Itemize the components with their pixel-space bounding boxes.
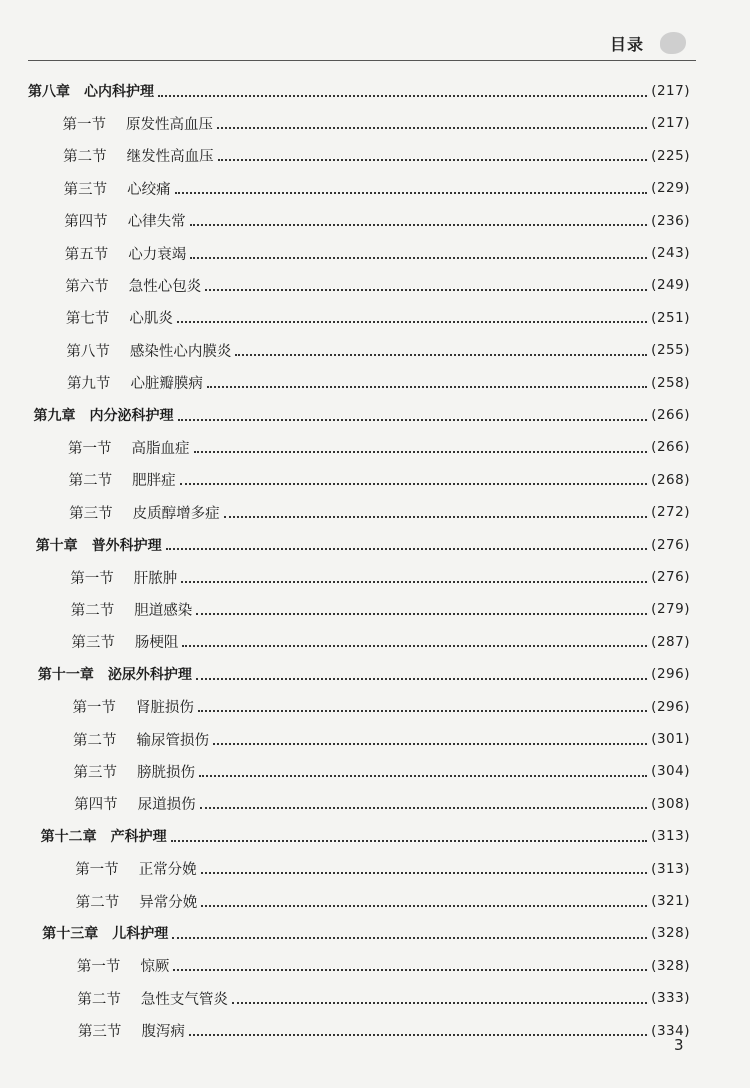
- page-ref: (255): [651, 342, 690, 359]
- page-ref: (276): [651, 536, 690, 553]
- section-title: 心脏瓣膜病: [130, 376, 203, 393]
- toc-section-entry: [78, 1019, 690, 1043]
- dot-leader: [235, 353, 647, 356]
- section-label: 第一节: [75, 862, 119, 879]
- dot-leader: [190, 256, 647, 259]
- dot-leader: [194, 450, 648, 453]
- section-title: 肝脓肿: [133, 570, 178, 587]
- page-number: 3: [674, 1036, 684, 1054]
- page-ref: (258): [651, 374, 690, 391]
- page-ref: (225): [651, 147, 690, 164]
- section-title: 腹泻病: [141, 1024, 185, 1041]
- chapter-title: 泌尿外科护理: [107, 667, 192, 684]
- toc-chapter-entry: [34, 403, 691, 427]
- page-ref: (308): [651, 795, 690, 812]
- toc-section-entry: [65, 273, 690, 297]
- toc-chapter-entry: [42, 921, 690, 945]
- dot-leader: [171, 839, 648, 842]
- section-title: 皮质醇增多症: [132, 505, 220, 522]
- toc-section-entry: [68, 435, 690, 459]
- section-label: 第一节: [68, 440, 112, 457]
- page-ref: (243): [651, 245, 690, 261]
- dot-leader: [182, 644, 647, 647]
- page-ref: (321): [651, 893, 690, 909]
- dot-leader: [198, 709, 647, 712]
- section-label: 第二节: [63, 149, 107, 166]
- section-label: 第二节: [68, 473, 113, 490]
- section-label: 第九节: [66, 376, 111, 393]
- dot-leader: [178, 418, 648, 421]
- toc-section-entry: [67, 371, 690, 395]
- page-ref: (217): [651, 115, 690, 132]
- toc-section-entry: [63, 144, 690, 168]
- header-divider: [28, 60, 696, 61]
- page-ref: (313): [651, 860, 690, 877]
- section-title: 输尿管损伤: [136, 732, 209, 749]
- dot-leader: [199, 774, 647, 777]
- section-title: 感染性心内膜炎: [129, 343, 232, 360]
- section-title: 肠梗阻: [134, 635, 179, 652]
- chapter-label: 第十三章: [42, 926, 99, 943]
- dot-leader: [201, 871, 647, 874]
- dot-leader: [217, 126, 647, 129]
- section-label: 第三节: [71, 635, 115, 652]
- section-title: 尿道损伤: [137, 797, 196, 814]
- section-label: 第三节: [69, 505, 113, 522]
- page-ref: (276): [651, 569, 690, 585]
- toc-section-entry: [70, 565, 690, 589]
- toc-section-entry: [66, 306, 690, 330]
- section-label: 第八节: [66, 343, 110, 360]
- section-title: 心律失常: [127, 214, 186, 231]
- toc-section-entry: [69, 500, 690, 524]
- section-title: 原发性高血压: [126, 116, 214, 133]
- page-ref: (287): [651, 633, 690, 650]
- toc-section-entry: [64, 176, 690, 200]
- section-label: 第三节: [63, 181, 108, 198]
- section-title: 胆道感染: [134, 602, 193, 619]
- page-ref: (279): [651, 601, 690, 618]
- section-title: 肥胖症: [132, 473, 176, 490]
- section-title: 继发性高血压: [126, 149, 214, 166]
- section-title: 惊厥: [140, 959, 170, 976]
- dot-leader: [181, 580, 647, 583]
- page-ref: (217): [651, 83, 690, 99]
- page-ref: (304): [651, 763, 690, 780]
- toc-section-entry: [74, 792, 690, 816]
- section-label: 第二节: [77, 991, 121, 1008]
- dot-leader: [200, 806, 648, 809]
- dot-leader: [213, 742, 647, 745]
- toc-chapter-entry: [28, 79, 690, 103]
- chapter-label: 第十章: [35, 537, 78, 554]
- section-label: 第一节: [70, 570, 114, 587]
- dot-leader: [201, 904, 647, 907]
- section-title: 膀胱损伤: [137, 764, 196, 781]
- header-title: 目录: [610, 35, 645, 54]
- section-label: 第一节: [76, 959, 121, 976]
- chapter-title: 普外科护理: [91, 537, 162, 554]
- toc-chapter-entry: [41, 824, 690, 848]
- toc-section-entry: [65, 241, 690, 265]
- section-label: 第三节: [77, 1024, 122, 1041]
- toc-section-entry: [66, 338, 690, 362]
- section-label: 第二节: [75, 894, 120, 911]
- page-ref: (333): [651, 990, 690, 1007]
- page-ref: (328): [651, 925, 690, 942]
- page-ref: (301): [651, 731, 690, 747]
- dot-leader: [196, 612, 647, 615]
- dot-leader: [196, 677, 647, 680]
- page-ref: (266): [651, 439, 690, 456]
- chapter-label: 第十一章: [37, 667, 94, 684]
- page-ref: (249): [651, 277, 690, 294]
- toc-section-entry: [74, 759, 690, 783]
- section-title: 心肌炎: [129, 311, 173, 328]
- page-ref: (229): [651, 180, 690, 197]
- section-title: 心绞痛: [127, 181, 171, 198]
- toc-chapter-entry: [38, 662, 690, 686]
- header-emblem-icon: [660, 32, 686, 54]
- chapter-title: 心内科护理: [84, 84, 154, 100]
- chapter-label: 第八章: [28, 84, 70, 100]
- toc-section-entry: [71, 597, 690, 621]
- dot-leader: [207, 385, 647, 388]
- page-ref: (313): [651, 828, 690, 845]
- toc-section-entry: [76, 889, 690, 913]
- section-label: 第六节: [65, 278, 109, 295]
- section-label: 第五节: [64, 246, 109, 263]
- dot-leader: [175, 191, 648, 194]
- chapter-title: 儿科护理: [112, 926, 169, 943]
- page-ref: (334): [651, 1022, 690, 1039]
- page-ref: (266): [651, 407, 690, 423]
- dot-leader: [232, 1001, 647, 1004]
- dot-leader: [190, 223, 647, 226]
- toc-section-entry: [77, 954, 690, 978]
- dot-leader: [172, 936, 647, 939]
- toc-section-entry: [75, 857, 690, 881]
- page-ref: (328): [651, 957, 690, 974]
- section-title: 高脂血症: [131, 440, 190, 457]
- section-title: 异常分娩: [139, 894, 198, 911]
- dot-leader: [224, 515, 648, 518]
- dot-leader: [189, 1033, 647, 1036]
- dot-leader: [158, 94, 647, 97]
- dot-leader: [173, 968, 647, 971]
- toc-section-entry: [63, 111, 690, 135]
- toc-section-entry: [69, 468, 690, 492]
- chapter-label: 第十二章: [40, 829, 97, 846]
- toc-section-entry: [64, 209, 690, 233]
- dot-leader: [205, 288, 647, 291]
- page-ref: (268): [651, 471, 690, 488]
- section-label: 第四节: [74, 797, 118, 814]
- page-ref: (251): [651, 309, 690, 326]
- section-label: 第二节: [73, 732, 117, 749]
- toc-section-entry: [71, 630, 690, 654]
- toc-section-entry: [77, 986, 690, 1010]
- section-label: 第一节: [72, 700, 116, 717]
- chapter-title: 产科护理: [110, 829, 167, 846]
- section-title: 正常分娩: [138, 862, 197, 879]
- dot-leader: [177, 320, 647, 323]
- toc-section-entry: [73, 727, 690, 751]
- dot-leader: [218, 158, 648, 161]
- toc-chapter-entry: [36, 533, 690, 557]
- toc-section-entry: [72, 695, 690, 719]
- dot-leader: [180, 482, 648, 485]
- section-title: 急性心包炎: [128, 278, 202, 295]
- chapter-label: 第九章: [33, 408, 76, 424]
- section-label: 第一节: [62, 116, 107, 133]
- chapter-title: 内分泌科护理: [89, 408, 174, 424]
- page-ref: (296): [651, 698, 690, 715]
- section-label: 第三节: [73, 764, 118, 781]
- section-title: 肾脏损伤: [135, 700, 194, 717]
- page-ref: (272): [651, 504, 690, 521]
- section-label: 第二节: [70, 602, 115, 619]
- section-title: 心力衰竭: [128, 246, 187, 263]
- dot-leader: [166, 547, 647, 550]
- page-ref: (236): [651, 212, 690, 229]
- section-label: 第四节: [64, 214, 108, 231]
- section-title: 急性支气管炎: [140, 991, 228, 1008]
- section-label: 第七节: [65, 311, 110, 328]
- page-ref: (296): [651, 666, 690, 683]
